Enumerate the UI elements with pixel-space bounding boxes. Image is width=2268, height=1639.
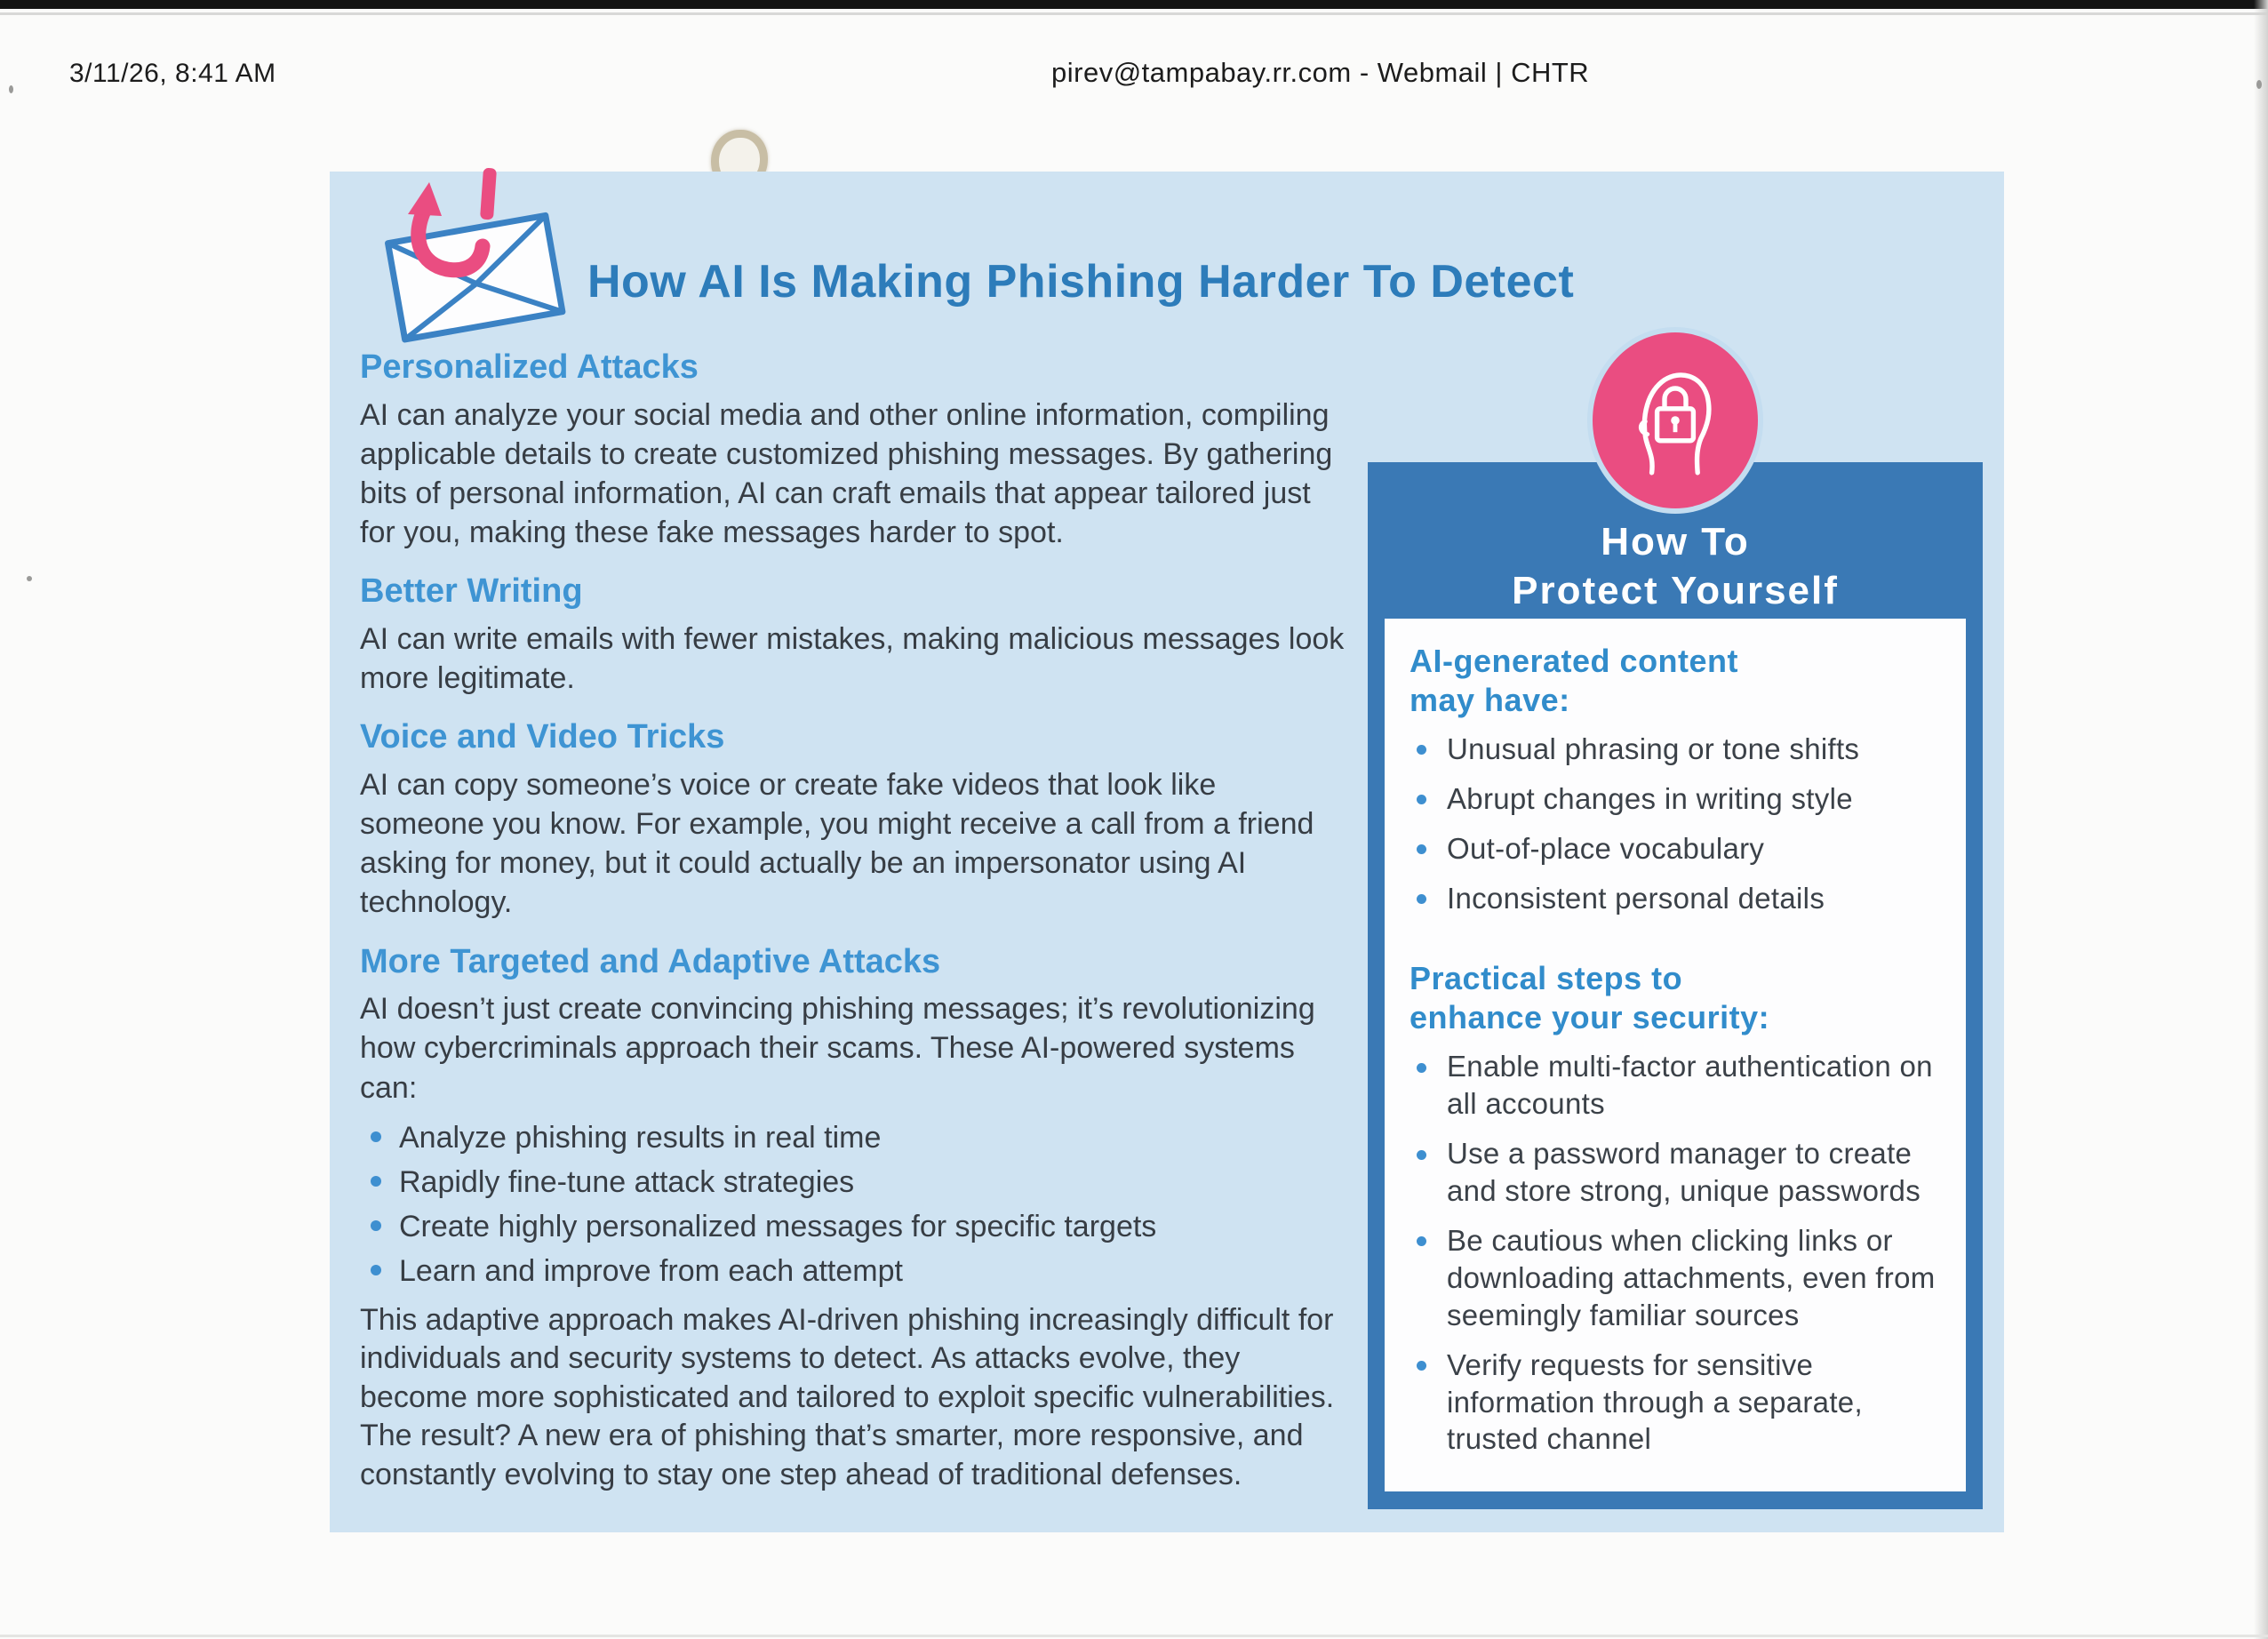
group-heading (1410, 642, 1945, 720)
section-better-writing (360, 572, 1345, 698)
section-body: AI can write emails with fewer mistakes, making malicious messages look more legitimate. (360, 621, 1345, 696)
closing-paragraph: This adaptive approach makes AI-driven phishing increasingly difficult for individuals and security systems to detect. As attacks evolve, they become more sophisticated and tailored to exploit specific vulnerabilities. The result? A new era of phishing that’s smarter, more responsive, and constantly evolving to stay one step ahead of traditional defenses. (360, 1302, 1335, 1491)
bullet-item: Out-of-place vocabulary (1410, 830, 1945, 867)
group-gap (1410, 929, 1945, 959)
scanner-bottom-edge (0, 1635, 2268, 1637)
bullet-item: Unusual phrasing or tone shifts (1410, 731, 1945, 768)
scanner-top-edge (0, 0, 2268, 9)
group-practical-steps (1410, 959, 1945, 1458)
section-personalized-attacks (360, 348, 1345, 552)
scanner-right-shadow (2254, 0, 2268, 1639)
section-heading: Personalized Attacks (360, 348, 699, 386)
panel-white-box (1385, 619, 1966, 1491)
printed-date: 3/11/26, 8:41 AM (69, 59, 276, 88)
group-ai-generated-content (1410, 642, 1945, 916)
ai-content-bullet-list (1410, 731, 1945, 917)
scanner-top-edge-faint (0, 12, 2268, 15)
scan-speck (9, 85, 13, 93)
capability-bullet-list (360, 1116, 1345, 1294)
group-heading-line2: enhance your security: (1410, 999, 1770, 1036)
bullet-item: Be cautious when clicking links or downloading attachments, even from seemingly familiar sources (1410, 1222, 1945, 1334)
section-body: AI doesn’t just create convincing phishing messages; it’s revolutionizing how cybercriminals approach their scams. These AI-powered systems can: (360, 992, 1315, 1105)
bullet-item: Analyze phishing results in real time (360, 1116, 1345, 1161)
bullet-item: Create highly personalized messages for specific targets (360, 1205, 1345, 1250)
section-heading: Voice and Video Tricks (360, 718, 725, 756)
infographic-title: How AI Is Making Phishing Harder To Detect (587, 256, 1575, 308)
bullet-item: Learn and improve from each attempt (360, 1250, 1345, 1294)
scan-speck (27, 576, 32, 581)
panel-title-line1: How To (1601, 520, 1750, 564)
group-heading-line1: AI-generated content (1410, 643, 1739, 679)
group-heading-line2: may have: (1410, 681, 1570, 718)
bullet-item: Rapidly fine-tune attack strategies (360, 1161, 1345, 1205)
bullet-item: Verify requests for sensitive information through a separate, trusted channel (1410, 1347, 1945, 1459)
protect-yourself-panel (1368, 462, 1983, 1509)
bullet-item: Abrupt changes in writing style (1410, 780, 1945, 818)
section-targeted-adaptive-attacks (360, 942, 1345, 1495)
bullet-item: Use a password manager to create and store strong, unique passwords (1410, 1135, 1945, 1210)
printed-header-title: pirev@tampabay.rr.com - Webmail | CHTR (1051, 57, 1590, 88)
security-steps-bullet-list (1410, 1048, 1945, 1458)
group-heading (1410, 959, 1945, 1037)
section-body: AI can copy someone’s voice or create fake videos that look like someone you know. For example, you might receive a call from a friend asking for money, but it could actually be an impersonator using AI technology. (360, 767, 1314, 920)
section-heading: Better Writing (360, 572, 583, 611)
section-voice-video-tricks (360, 717, 1345, 922)
scan-speck (2256, 80, 2262, 89)
section-body: AI can analyze your social media and other online information, compiling applicable details to create customized phishing messages. By gathering bits of personal information, AI can craft emails that appear tailored just for you, making these fake messages harder to spot. (360, 397, 1333, 550)
lock-head-badge (1587, 327, 1763, 514)
lock-head-icon (1622, 362, 1729, 479)
section-heading: More Targeted and Adaptive Attacks (360, 942, 941, 980)
infographic-box (330, 172, 2004, 1532)
panel-title-line2: Protect Yourself (1512, 569, 1839, 613)
bullet-item: Enable multi-factor authentication on all accounts (1410, 1048, 1945, 1123)
group-heading-line1: Practical steps to (1410, 960, 1683, 997)
left-column (360, 348, 1345, 1514)
bullet-item: Inconsistent personal details (1410, 880, 1945, 917)
hooked-envelope-icon (355, 168, 577, 350)
